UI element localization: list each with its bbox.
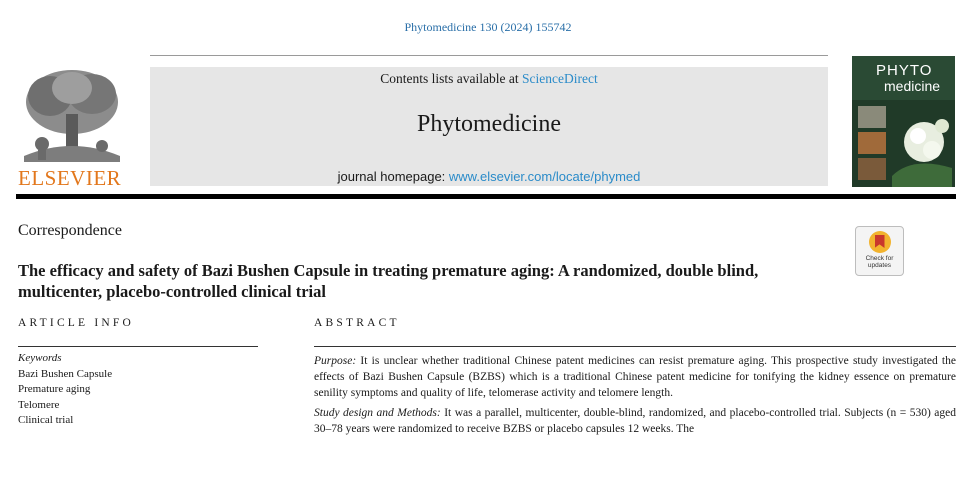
keyword-item: Telomere <box>18 398 60 411</box>
article-type: Correspondence <box>18 222 122 239</box>
abstract-body <box>314 353 956 441</box>
homepage-line <box>150 169 828 184</box>
journal-cover-image[interactable] <box>852 56 955 187</box>
article-info-divider <box>18 346 258 347</box>
journal-banner <box>150 67 828 186</box>
keywords-label: Keywords <box>18 352 62 364</box>
bookmark-icon <box>869 231 891 253</box>
keyword-item: Clinical trial <box>18 414 74 426</box>
keyword-item: Premature aging <box>18 383 91 395</box>
elsevier-tree-icon <box>16 66 128 166</box>
journal-citation[interactable]: Phytomedicine 130 (2024) 155742 <box>404 20 572 34</box>
purpose-label: Purpose: <box>314 355 357 367</box>
article-title: The efficacy and safety of Bazi Bushen Capsule in treating premature aging: A randomized, double blind, multicenter, placebo-controlled clinical trial <box>18 261 759 301</box>
abstract-divider <box>314 346 956 347</box>
keyword-item: Bazi Bushen Capsule <box>18 367 113 380</box>
header-thick-divider <box>16 194 956 199</box>
abstract-heading: ABSTRACT <box>314 317 400 329</box>
cover-title-phyto: PHYTO <box>876 62 933 79</box>
sciencedirect-link[interactable]: ScienceDirect <box>522 71 598 86</box>
contents-line <box>150 71 828 87</box>
journal-homepage-link[interactable]: www.elsevier.com/locate/phymed <box>448 169 641 184</box>
article-info-heading: ARTICLE INFO <box>18 317 134 329</box>
keywords-list <box>18 351 112 429</box>
check-for-updates-button[interactable] <box>855 226 904 276</box>
homepage-prefix: journal homepage: <box>337 169 449 184</box>
journal-name: Phytomedicine <box>417 111 561 137</box>
design-text: It was a parallel, multicenter, double-blind, randomized, and placebo-controlled trial. Subjects (n = 530) aged 30–78 years were randomized to receive BZBS or placebo capsules 12 weeks. The <box>314 407 956 435</box>
header-divider <box>150 55 828 56</box>
design-label: Study design and Methods: <box>314 407 441 419</box>
purpose-text: It is unclear whether traditional Chinese patent medicines can resist premature aging. This prospective study investigated the effects of Bazi Bushen Capsule (BZBS) which is a traditional Chinese patent medicine for tonifying the kidney essence on premature senility symptoms and quality of life, telomerase activity and telomere length. <box>314 355 956 399</box>
check-updates-label: Check for updates <box>865 255 894 269</box>
abstract-design <box>314 405 956 437</box>
contents-prefix: Contents lists available at <box>380 71 522 86</box>
cover-title-medicine: medicine <box>884 78 941 94</box>
publisher-name: ELSEVIER <box>18 166 122 190</box>
abstract-purpose <box>314 353 956 401</box>
